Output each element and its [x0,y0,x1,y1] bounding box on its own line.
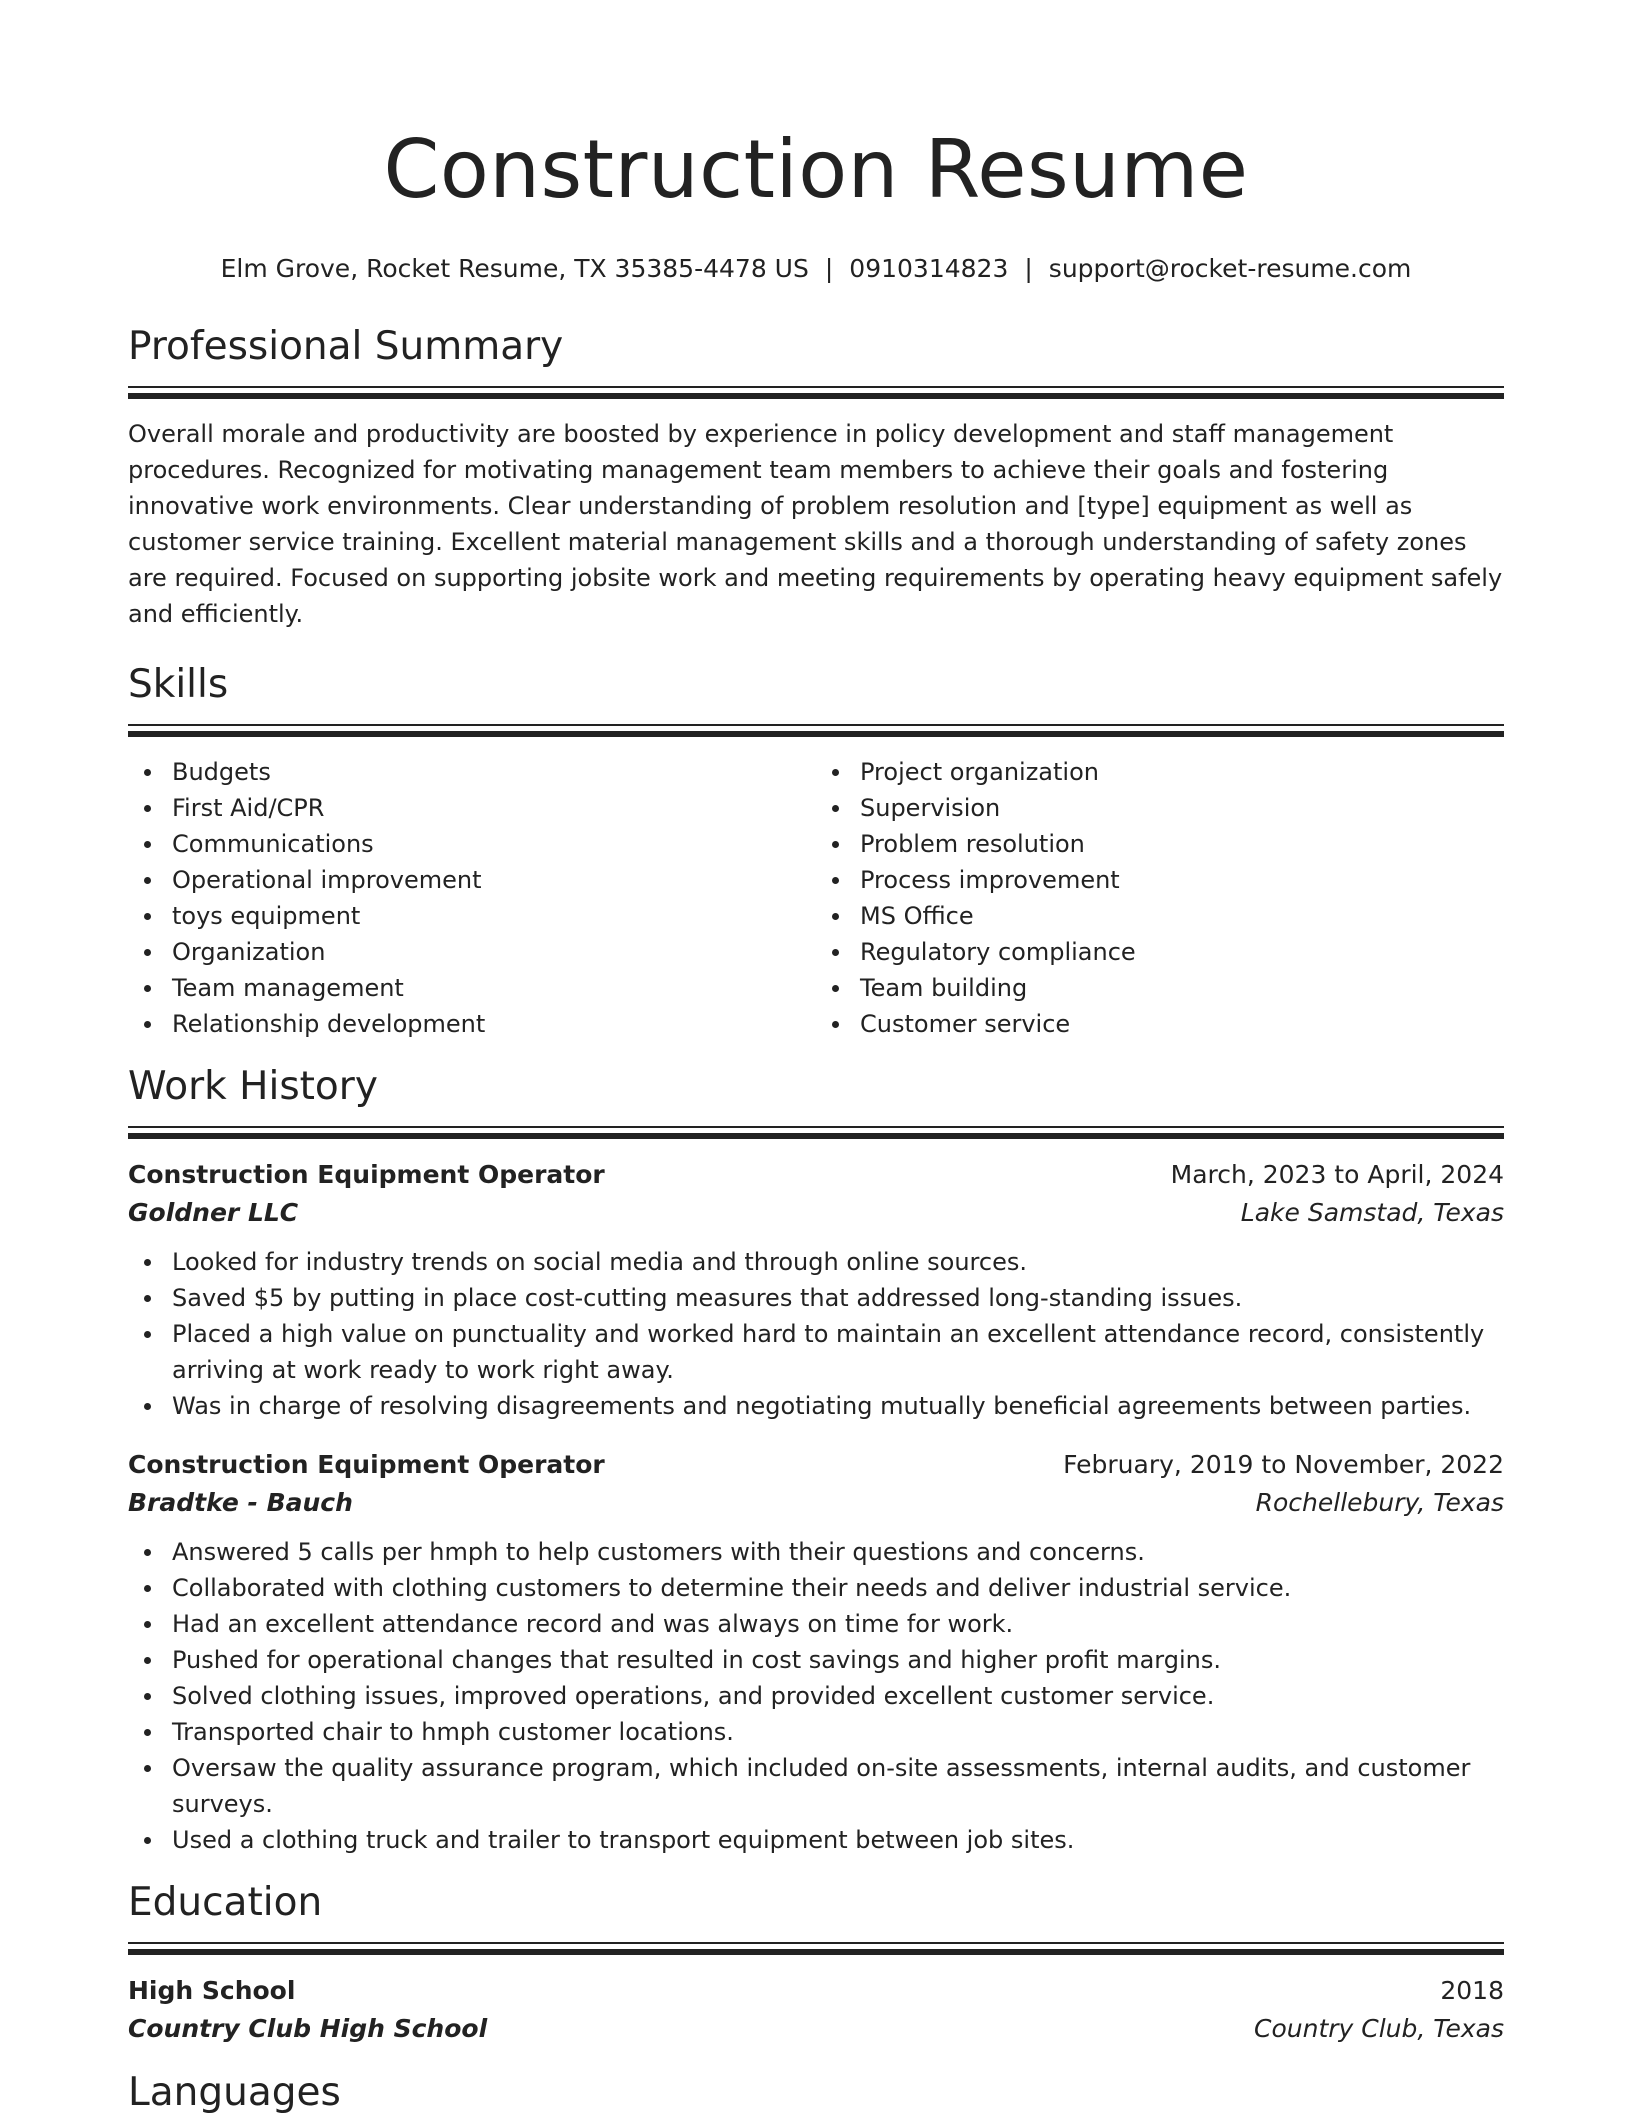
job-bullets [128,1244,1504,1424]
skill-item: Supervision [860,790,1504,826]
job-title: Construction Equipment Operator [128,1450,605,1479]
contact-separator: | [1024,254,1033,283]
skill-item: toys equipment [172,898,816,934]
skill-item: Operational improvement [172,862,816,898]
section-title: Skills [128,662,229,707]
job-bullet: Transported chair to hmph customer locations. [172,1714,1504,1750]
job-header [128,1446,1504,1484]
skill-item: Problem resolution [860,826,1504,862]
skill-item: First Aid/CPR [172,790,816,826]
education-year: 2018 [1440,1976,1504,2005]
job-bullet: Answered 5 calls per hmph to help customers with their questions and concerns. [172,1534,1504,1570]
contact-phone: 0910314823 [849,254,1009,283]
contact-separator: | [824,254,834,283]
section-divider [128,1942,1504,1972]
section-divider [128,1126,1504,1156]
skill-item: Regulatory compliance [860,934,1504,970]
section-divider [128,386,1504,416]
summary-section [128,322,1504,632]
education-header [128,1972,1504,2010]
education-subheader [128,2010,1504,2048]
skill-item: Customer service [860,1006,1504,1042]
job-bullet: Saved $5 by putting in place cost-cutting measures that addressed long-standing issues. [172,1280,1504,1316]
job-subheader [128,1194,1504,1232]
section-title: Education [128,1880,323,1925]
job-bullet: Solved clothing issues, improved operations, and provided excellent customer service. [172,1678,1504,1714]
job-bullet: Oversaw the quality assurance program, which included on-site assessments, internal audits, and customer surveys. [172,1750,1504,1822]
skill-item: Team management [172,970,816,1006]
education-section [128,1878,1504,2048]
skills-list-right [816,754,1504,1042]
job-header [128,1156,1504,1194]
job-bullet: Was in charge of resolving disagreements and negotiating mutually beneficial agreements between parties. [172,1388,1504,1424]
job-bullet: Placed a high value on punctuality and worked hard to maintain an excellent attendance record, consistently arriving at work ready to work right away. [172,1316,1504,1388]
skill-item: Organization [172,934,816,970]
job-subheader [128,1484,1504,1522]
job-title: Construction Equipment Operator [128,1160,605,1189]
skill-item: Relationship development [172,1006,816,1042]
work-history-section [128,1062,1504,1858]
section-title: Professional Summary [128,324,564,369]
job-bullet: Pushed for operational changes that resulted in cost savings and higher profit margins. [172,1642,1504,1678]
skill-item: Communications [172,826,816,862]
education-location: Country Club, Texas [1254,2014,1504,2043]
skills-section [128,660,1504,1042]
job-bullet: Collaborated with clothing customers to determine their needs and deliver industrial service. [172,1570,1504,1606]
contact-address: Elm Grove, Rocket Resume, TX 35385-4478 US [220,254,809,283]
skill-item: Team building [860,970,1504,1006]
skills-columns [128,754,1504,1042]
job-dates: March, 2023 to April, 2024 [1170,1160,1504,1189]
skill-item: Budgets [172,754,816,790]
job-bullets [128,1534,1504,1858]
resume-name: Construction Resume [383,123,1249,216]
job-company: Goldner LLC [128,1198,299,1227]
education-school: Country Club High School [128,2014,488,2043]
skill-item: Process improvement [860,862,1504,898]
contact-line [128,252,1504,286]
skill-item: MS Office [860,898,1504,934]
section-divider [128,724,1504,754]
skill-item: Project organization [860,754,1504,790]
education-degree: High School [128,1976,296,2005]
skills-list-left [128,754,816,1042]
job-company: Bradtke - Bauch [128,1488,353,1517]
job-entry [128,1446,1504,1858]
contact-email: support@rocket-resume.com [1048,254,1412,283]
job-bullet: Used a clothing truck and trailer to transport equipment between job sites. [172,1822,1504,1858]
section-title: Work History [128,1064,378,1109]
job-bullet: Had an excellent attendance record and was always on time for work. [172,1606,1504,1642]
section-title: Languages [128,2070,341,2115]
summary-text: Overall morale and productivity are boosted by experience in policy development and staff management procedures. Recognized for motivating management team members to achieve their goals and fostering innovative work environments. Clear understanding of problem resolution and [type] equipment as well as customer service training. Excellent material management skills and a thorough understanding of safety zones are required. Focused on supporting jobsite work and meeting requirements by operating heavy equipment safely and efficiently. [128,420,1503,628]
job-dates: February, 2019 to November, 2022 [1063,1450,1504,1479]
languages-section [128,2068,1504,2118]
job-location: Lake Samstad, Texas [1240,1198,1504,1227]
job-entry [128,1156,1504,1424]
job-location: Rochellebury, Texas [1255,1488,1504,1517]
job-bullet: Looked for industry trends on social media and through online sources. [172,1244,1504,1280]
